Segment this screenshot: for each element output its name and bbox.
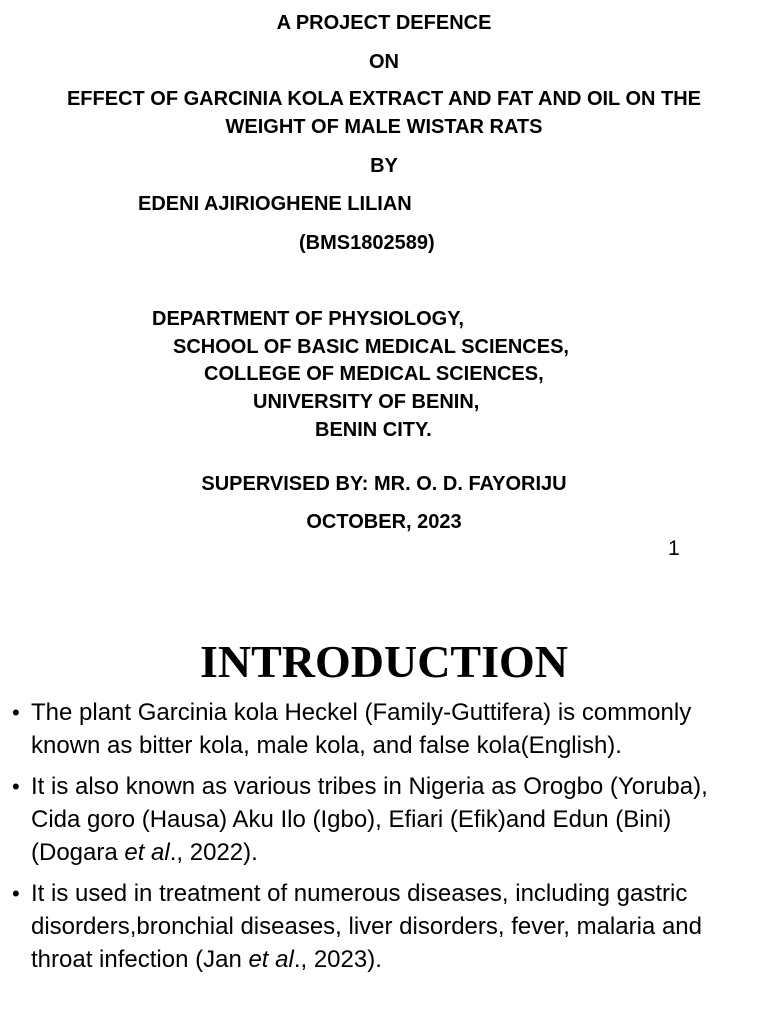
bullet-icon: • <box>12 881 20 906</box>
project-title-line-1: EFFECT OF GARCINIA KOLA EXTRACT AND FAT AND OIL ON THE <box>66 88 702 110</box>
bullet-item <box>12 877 762 976</box>
citation-year: ., 2022). <box>169 839 258 866</box>
presentation-date: OCTOBER, 2023 <box>306 511 462 533</box>
bullet-item <box>12 770 762 869</box>
slide-number: 1 <box>668 537 680 560</box>
bullet-text: It is also known as various tribes in Nigeria as Orogbo (Yoruba), Cida goro (Hausa) Aku Ilo (Igbo), Efiari (Efik)and Edun (Bini) (Dogara <box>31 773 708 866</box>
university: UNIVERSITY OF BENIN, <box>253 391 480 413</box>
bullet-icon: • <box>12 700 20 725</box>
citation-year: ., 2023). <box>293 946 382 973</box>
bullet-icon: • <box>12 774 20 799</box>
city: BENIN CITY. <box>315 419 432 441</box>
bullet-text: The plant Garcinia kola Heckel (Family-Guttifera) is commonly known as bitter kola, male kola, and false kola(English). <box>31 699 692 759</box>
author-name: EDENI AJIRIOGHENE LILIAN <box>138 193 412 215</box>
introduction-bullet-list <box>12 696 762 984</box>
introduction-heading: INTRODUCTION <box>199 636 569 687</box>
citation-et-al: et al <box>124 839 170 866</box>
presentation-type: A PROJECT DEFENCE <box>276 12 492 34</box>
citation-et-al: et al <box>248 946 294 973</box>
bullet-text: It is used in treatment of numerous diseases, including gastric disorders,bronchial diseases, liver disorders, fever, malaria and throat infection (Jan <box>31 880 702 973</box>
school: SCHOOL OF BASIC MEDICAL SCIENCES, <box>173 336 569 358</box>
bullet-item <box>12 696 762 762</box>
college: COLLEGE OF MEDICAL SCIENCES, <box>204 363 544 385</box>
department: DEPARTMENT OF PHYSIOLOGY, <box>152 308 464 330</box>
connector-by: BY <box>370 155 398 177</box>
project-title-line-2: WEIGHT OF MALE WISTAR RATS <box>225 116 543 138</box>
supervisor: SUPERVISED BY: MR. O. D. FAYORIJU <box>201 473 567 495</box>
matric-number: (BMS1802589) <box>299 232 435 254</box>
connector-on: ON <box>369 51 399 73</box>
